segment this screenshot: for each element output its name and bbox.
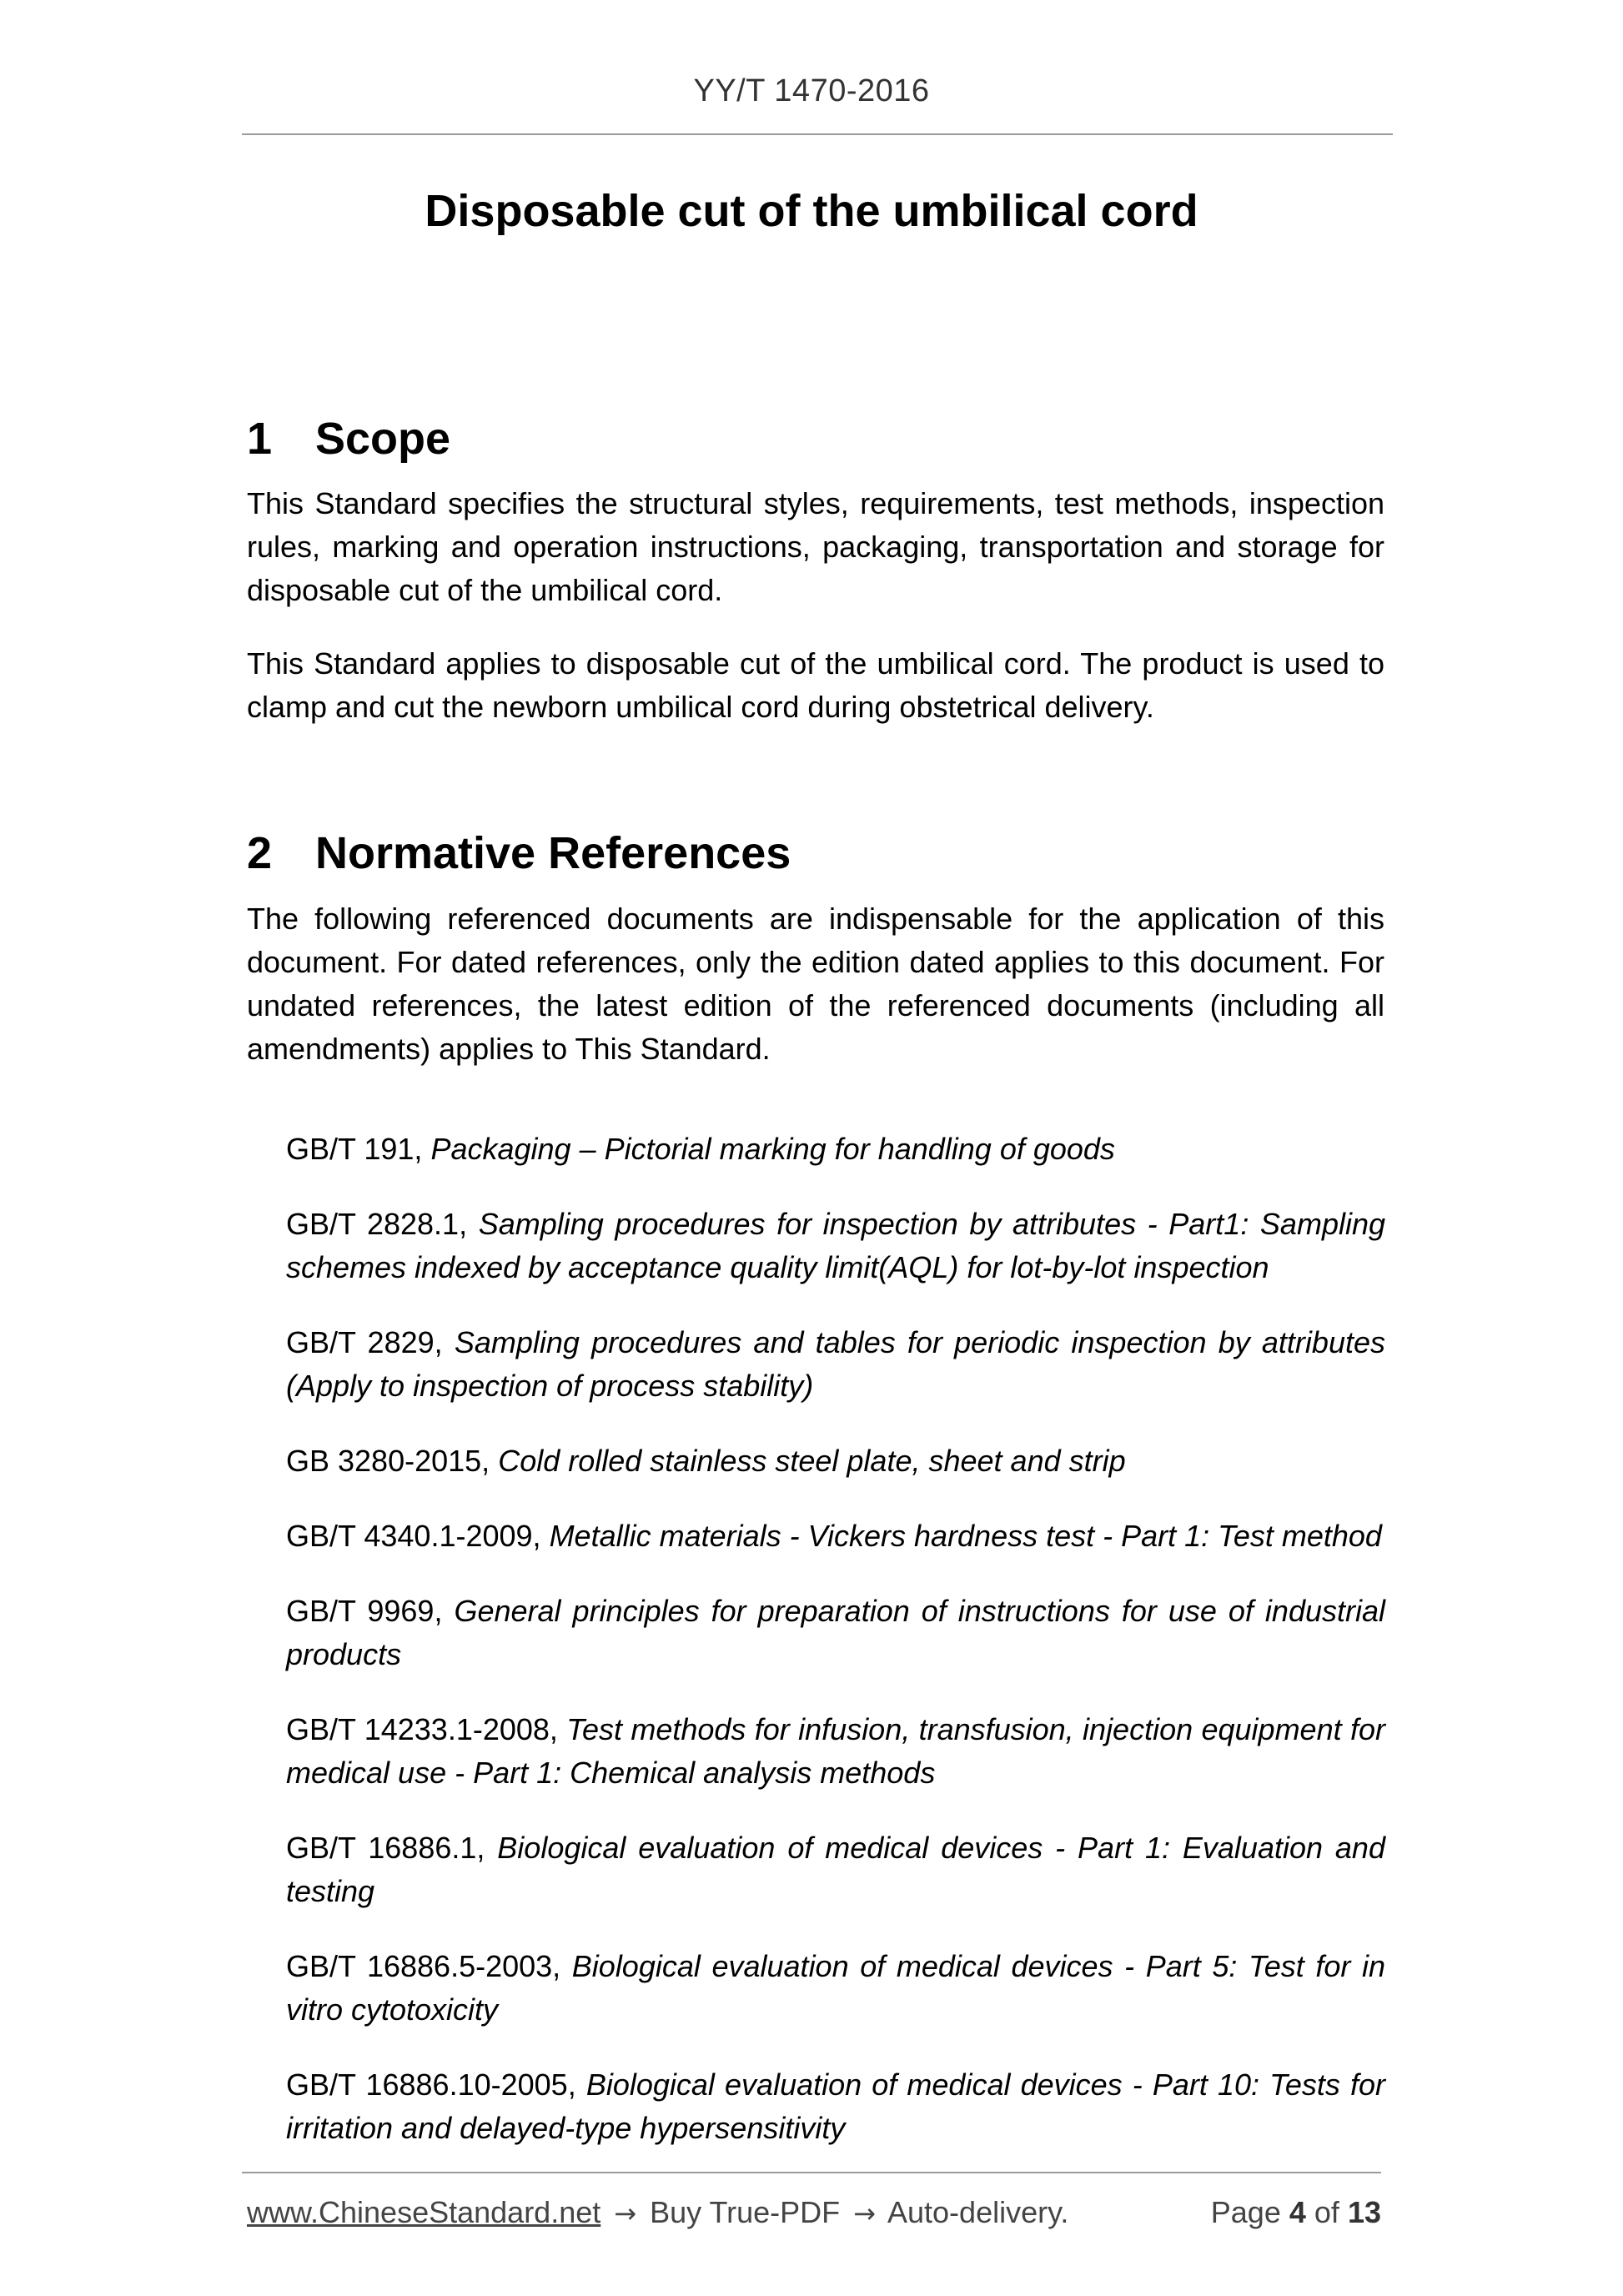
reference-code: GB/T 191, [286,1132,423,1166]
reference-item [286,1321,1385,1408]
reference-title: Biological evaluation of medical devices - Part 1: Evaluation and testing [286,1831,1385,1908]
header-divider [242,133,1393,135]
reference-title: Cold rolled stainless steel plate, sheet and strip [498,1444,1126,1478]
standard-code-header: YY/T 1470-2016 [693,73,930,108]
page-of-label: of [1314,2195,1339,2229]
current-page-number: 4 [1289,2195,1306,2229]
reference-code: GB/T 16886.10-2005, [286,2067,576,2102]
section-title: Normative References [315,828,791,878]
reference-item [286,1708,1385,1795]
reference-item [286,1128,1385,1171]
scope-paragraph-2: This Standard applies to disposable cut of the umbilical cord. The product is used to clamp and cut the newborn umbilical cord during obstetrical delivery. [247,646,1384,724]
website-link[interactable]: www.ChineseStandard.net [247,2195,601,2229]
normative-references-intro: The following referenced documents are indispensable for the application of this document. For dated references, only the edition dated applies to this document. For undated references, the latest edition of the referenced documents (including all amendments) applies to This Standard. [247,902,1384,1066]
reference-title: General principles for preparation of instructions for use of industrial products [286,1594,1386,1671]
reference-item [286,1945,1385,2032]
buy-true-pdf-text: Buy True-PDF [650,2195,841,2229]
reference-code: GB/T 16886.1, [286,1831,485,1865]
reference-item [286,2063,1385,2150]
reference-title: Sampling procedures for inspection by attributes - Part1: Sampling schemes indexed by acceptance quality limit(AQL) for lot-by-lot inspection [286,1207,1385,1284]
reference-item [286,1590,1385,1676]
section-number: 1 [247,414,273,464]
reference-title: Packaging – Pictorial marking for handling of goods [430,1132,1115,1166]
section-heading-scope [247,413,450,465]
reference-title: Biological evaluation of medical devices - Part 5: Test for in vitro cytotoxicity [286,1949,1385,2027]
reference-code: GB/T 16886.5-2003, [286,1949,561,1983]
page-indicator [1211,2195,1381,2230]
reference-title: Sampling procedures and tables for periodic inspection by attributes (Apply to inspection of process stability) [286,1325,1385,1403]
reference-item [286,1439,1385,1483]
reference-code: GB/T 9969, [286,1594,443,1628]
reference-item [286,1515,1385,1558]
section-heading-normative-references [247,827,791,879]
reference-code: GB/T 14233.1-2008, [286,1712,558,1746]
right-arrow-icon: → [853,2198,876,2229]
reference-list [286,1128,1385,2182]
page-label: Page [1210,2195,1281,2229]
reference-title: Metallic materials - Vickers hardness test - Part 1: Test method [549,1519,1382,1553]
reference-code: GB 3280-2015, [286,1444,490,1478]
section-title: Scope [315,414,451,464]
document-title: Disposable cut of the umbilical cord [425,186,1198,236]
reference-code: GB/T 2828.1, [286,1207,468,1241]
reference-title: Test methods for infusion, transfusion, injection equipment for medical use - Part 1: Chemical analysis methods [286,1712,1385,1790]
page-footer [247,2195,1381,2230]
scope-paragraph-1: This Standard specifies the structural styles, requirements, test methods, inspection rules, marking and operation instructions, packaging, transportation and storage for disposable cut of the umbilical cord. [247,486,1384,607]
reference-item [286,1203,1385,1289]
reference-title: Biological evaluation of medical devices - Part 10: Tests for irritation and delayed-type hypersensitivity [286,2067,1385,2145]
reference-item [286,1826,1385,1913]
reference-code: GB/T 4340.1-2009, [286,1519,541,1553]
auto-delivery-text: Auto-delivery. [887,2195,1069,2229]
reference-code: GB/T 2829, [286,1325,443,1359]
total-pages-number: 13 [1347,2195,1381,2229]
right-arrow-icon: → [614,2198,637,2229]
section-number: 2 [247,828,273,878]
footer-divider [242,2172,1381,2173]
